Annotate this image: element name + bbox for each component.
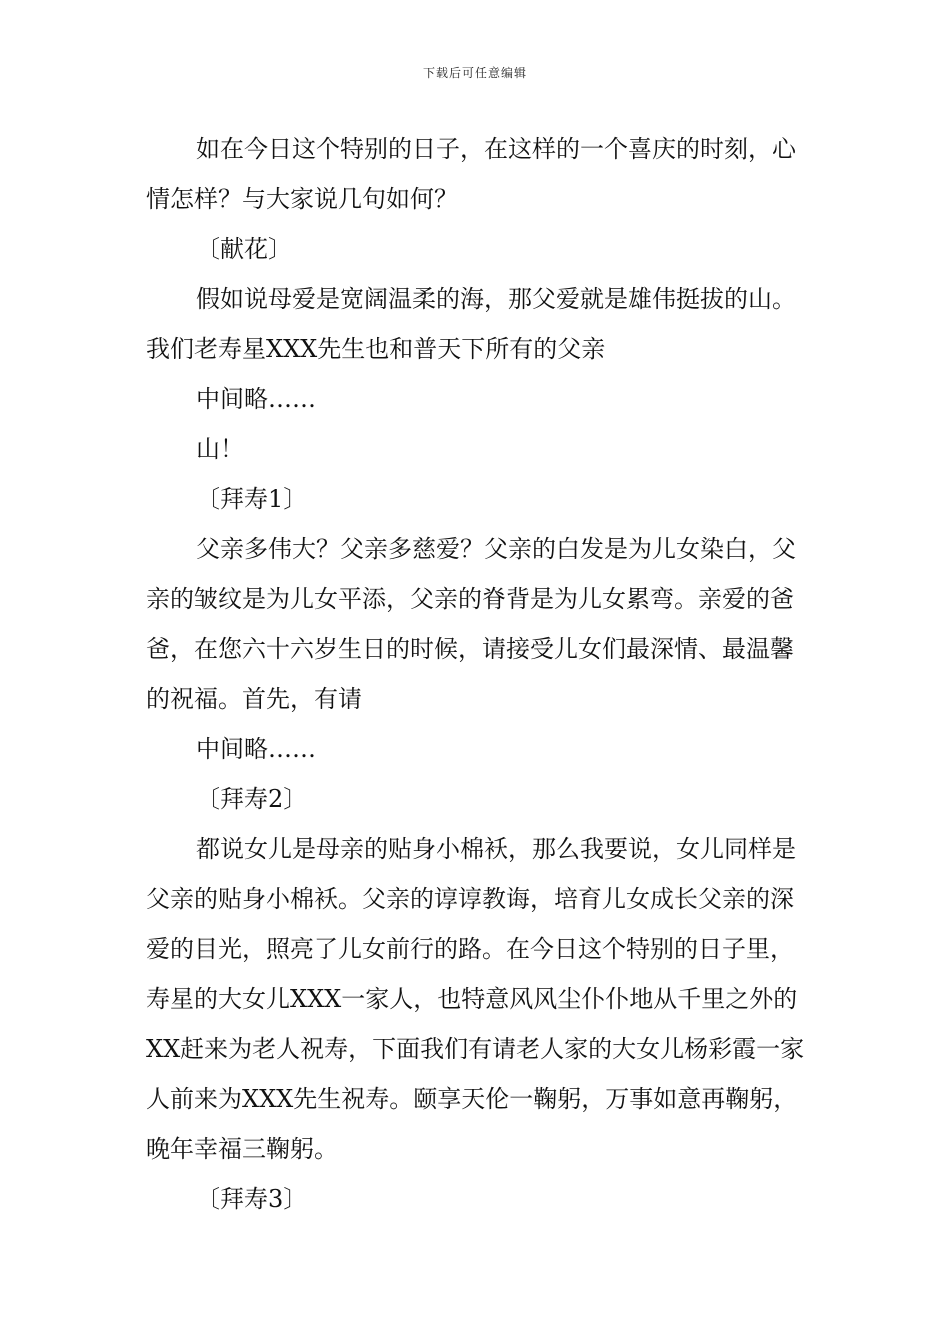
paragraph-omitted-2: 中间略……	[196, 735, 316, 763]
paragraph-section-birthday-bow-2: 〔拜寿2〕	[196, 785, 308, 813]
paragraph-omitted-1: 中间略……	[196, 385, 316, 413]
paragraph-fathers-love: 假如说母爱是宽阔温柔的海，那父爱就是雄伟挺拔的山。我们老寿星XXX先生也和普天下所有的父亲	[146, 285, 796, 363]
paragraph-mountain: 山！	[196, 435, 244, 463]
paragraph-father-greatness: 父亲多伟大？父亲多慈爱？父亲的白发是为儿女染白，父亲的皱纹是为儿女平添，父亲的脊背是为儿女累弯。亲爱的爸爸，在您六十六岁生日的时候，请接受儿女们最深情、最温馨的祝福。首先，有请	[146, 535, 796, 713]
document-body	[146, 124, 810, 1224]
paragraph-daughter: 都说女儿是母亲的贴身小棉袄，那么我要说，女儿同样是父亲的贴身小棉袄。父亲的谆谆教诲，培育儿女成长父亲的深爱的目光，照亮了儿女前行的路。在今日这个特别的日子里，寿星的大女儿XXX一家人，也特意风风尘仆仆地从千里之外的XX赶来为老人祝寿，下面我们有请老人家的大女儿杨彩霞一家人前来为XXX先生祝寿。颐享天伦一鞠躬，万事如意再鞠躬，晚年幸福三鞠躬。	[146, 835, 805, 1163]
header-note: 下载后可任意编辑	[422, 66, 527, 80]
paragraph-section-flowers: 〔献花〕	[196, 235, 292, 263]
paragraph-section-birthday-bow-1: 〔拜寿1〕	[196, 485, 308, 513]
paragraph-greeting: 如在今日这个特别的日子，在这样的一个喜庆的时刻，心情怎样？与大家说几句如何？	[146, 135, 796, 213]
paragraph-section-birthday-bow-3: 〔拜寿3〕	[196, 1185, 308, 1213]
